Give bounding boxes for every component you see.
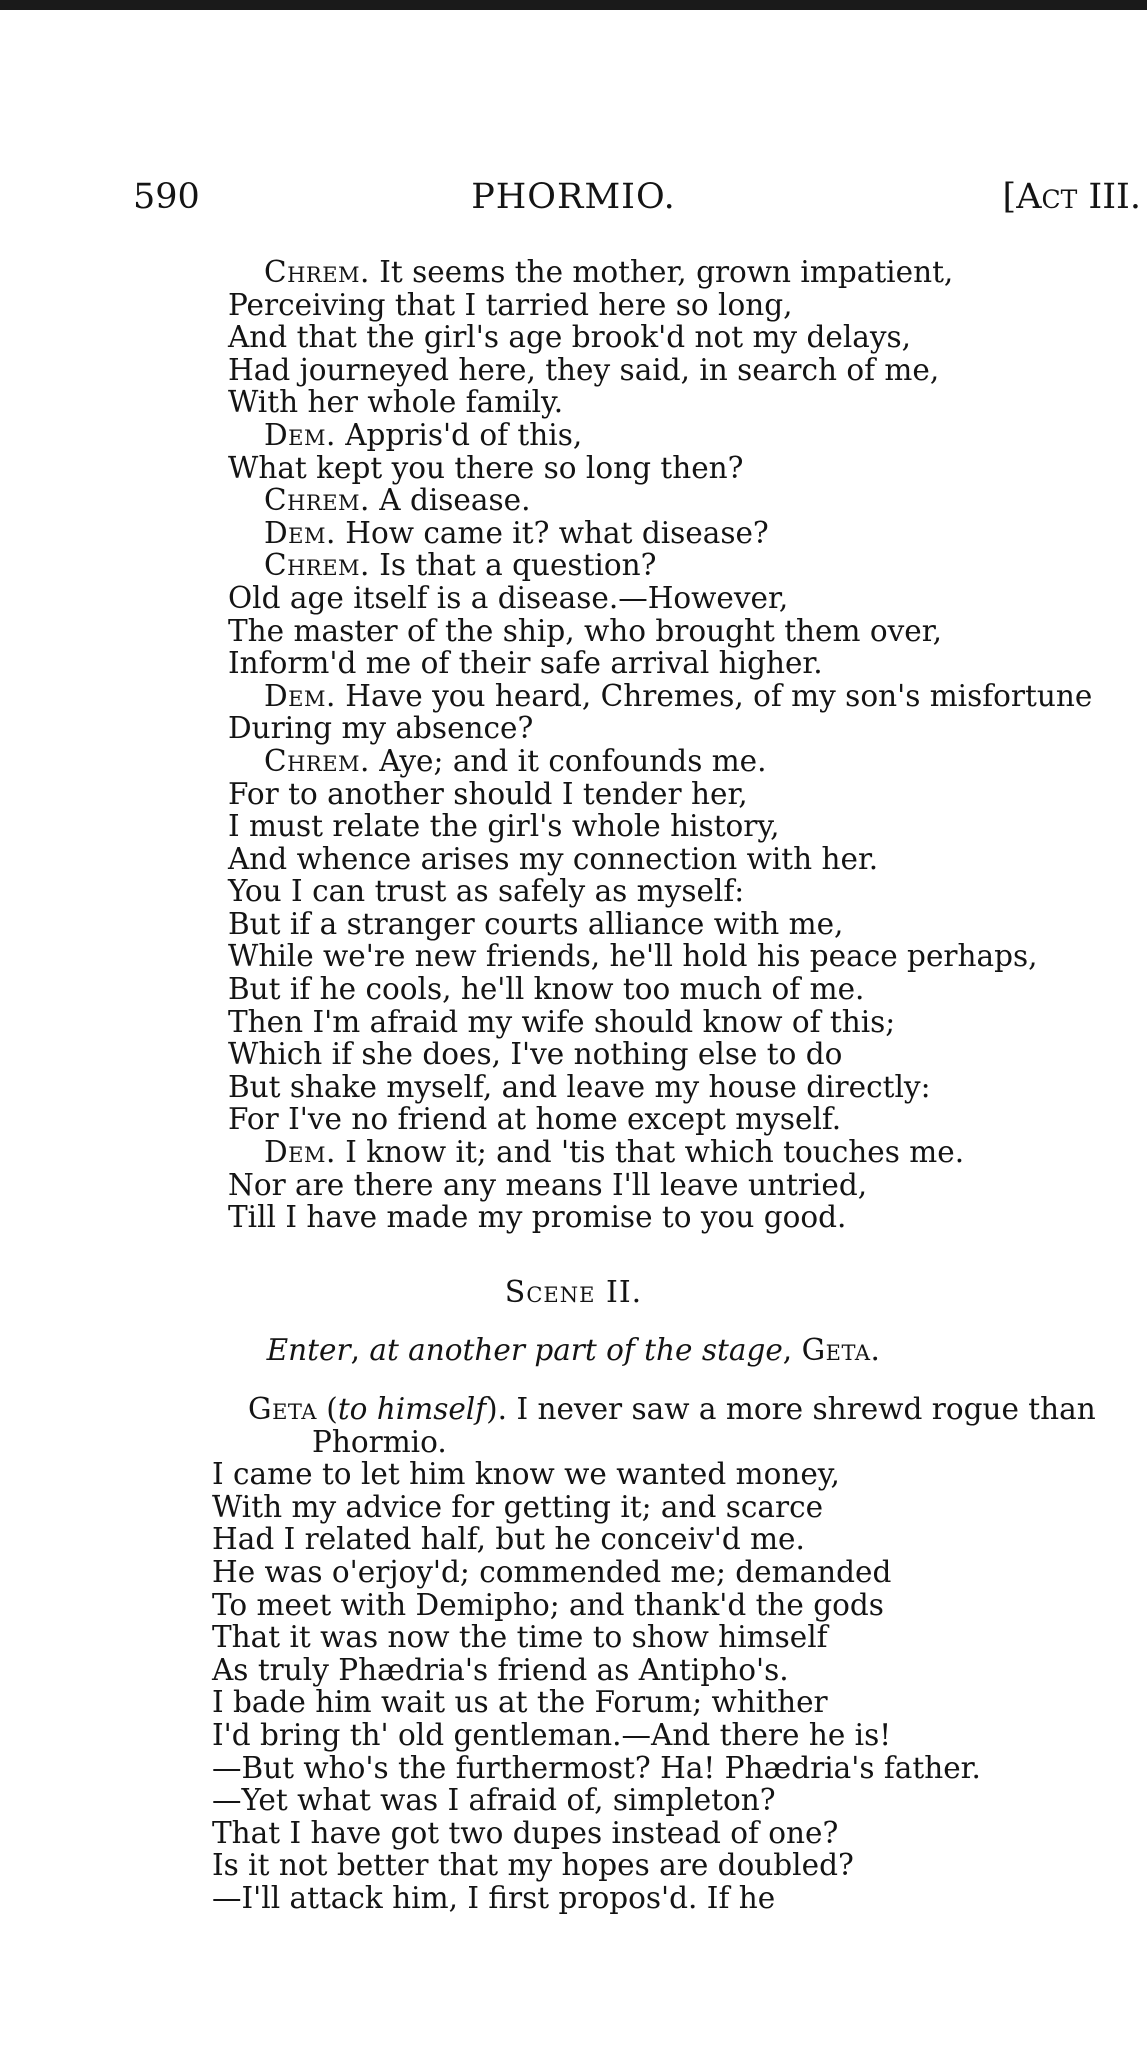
- verse-line: I bade him wait us at the Forum; whither: [212, 1685, 828, 1720]
- stage-direction-comma-2: ,: [782, 1333, 802, 1367]
- verse-line: [228, 321, 1092, 354]
- geta-speech-line: [212, 1393, 1096, 1426]
- verse-text: For I've no friend at home except myself.: [228, 1102, 842, 1137]
- verse-text: The master of the ship, who brought them over,: [228, 613, 942, 648]
- verse-line: [228, 419, 1092, 452]
- verse-line: That I have got two dupes instead of one?: [212, 1815, 839, 1850]
- verse-line: As truly Phædria's friend as Antipho's.: [212, 1652, 789, 1687]
- verse-text: A disease.: [369, 483, 531, 518]
- verse-text: Which if she does, I've nothing else to do: [228, 1037, 843, 1072]
- speaker-name: Chrem.: [264, 255, 370, 289]
- verse-text: Aye; and it confounds me.: [369, 743, 767, 778]
- verse-line: To meet with Demipho; and thank'd the gods: [212, 1587, 884, 1622]
- stage-direction-enter: Enter: [266, 1333, 351, 1367]
- verse-line: [228, 549, 1092, 582]
- verse-line: —But who's the furthermost? Ha! Phædria's father.: [212, 1750, 981, 1785]
- verse-text: Nor are there any means I'll leave untried,: [228, 1167, 868, 1202]
- act-bracket: [: [1002, 177, 1017, 217]
- verse-line: I came to let him know we wanted money,: [212, 1457, 840, 1492]
- scene-two-verse-lines: [212, 1458, 1096, 1914]
- verse-line: [228, 973, 1092, 1006]
- act-text: Act III.: [1016, 177, 1141, 217]
- verse-line: [228, 745, 1092, 778]
- verse-line: —I'll attack him, I first propos'd. If he: [212, 1880, 776, 1915]
- stage-direction-speaker: Geta.: [801, 1333, 881, 1367]
- verse-line: [228, 843, 1092, 876]
- verse-line: [228, 289, 1092, 322]
- speech-text: I never saw a more shrewd rogue than: [507, 1392, 1096, 1426]
- speaker-name: Chrem.: [264, 548, 370, 583]
- verse-text: Had journeyed here, they said, in search of me,: [228, 352, 940, 387]
- aside-open: (: [316, 1392, 338, 1426]
- verse-text: Inform'd me of their safe arrival higher.: [228, 646, 823, 681]
- speaker-name: Chrem.: [264, 483, 370, 518]
- verse-text: It seems the mother, grown impatient,: [369, 255, 954, 289]
- act-label: [1003, 172, 1141, 222]
- scene-title: Scene II.: [504, 1275, 643, 1310]
- top-border-rule: [0, 0, 1147, 10]
- verse-line: [228, 1201, 1092, 1234]
- aside-close: ).: [486, 1392, 508, 1426]
- scene-one-dialogue: [228, 256, 1092, 1234]
- verse-text: But shake myself, and leave my house directly:: [228, 1069, 931, 1104]
- speaker-name: Dem.: [264, 1135, 336, 1170]
- verse-line: [228, 1169, 1092, 1202]
- verse-line: [228, 582, 1092, 615]
- verse-line: [228, 875, 1092, 908]
- verse-text: I know it; and 'tis that which touches me.: [335, 1135, 965, 1170]
- verse-text: With her whole family.: [228, 385, 564, 420]
- verse-line: [228, 452, 1092, 485]
- verse-text: But if he cools, he'll know too much of me.: [228, 972, 865, 1007]
- speaker-name: Dem.: [264, 515, 336, 550]
- verse-text: Old age itself is a disease.—However,: [228, 580, 789, 615]
- verse-text: Have you heard, Chremes, of my son's misfortune: [335, 678, 1093, 713]
- speech-continuation: Phormio.: [312, 1424, 447, 1459]
- verse-line: [228, 1038, 1092, 1071]
- verse-line: [228, 386, 1092, 419]
- verse-line: [228, 1006, 1092, 1039]
- verse-line: [228, 647, 1092, 680]
- verse-text: Is that a question?: [369, 548, 657, 583]
- running-title: PHORMIO.: [471, 177, 676, 217]
- aside-text: to himself: [337, 1392, 487, 1426]
- verse-text: Till I have made my promise to you good.: [228, 1200, 847, 1235]
- verse-line: [228, 354, 1092, 387]
- speaker-name: Geta: [248, 1392, 317, 1426]
- verse-line: [228, 615, 1092, 648]
- verse-line: [228, 1071, 1092, 1104]
- speaker-name: Dem.: [264, 678, 336, 713]
- verse-text: You I can trust as safely as myself:: [228, 874, 745, 909]
- verse-line: [228, 517, 1092, 550]
- verse-line: [228, 484, 1092, 517]
- page-number: 590: [133, 177, 200, 217]
- scene-two-dialogue: [212, 1393, 1096, 1915]
- page-header: [0, 172, 1147, 222]
- verse-line: [228, 908, 1092, 941]
- stage-direction-place: at another part of the stage: [369, 1333, 783, 1367]
- verse-text: And that the girl's age brook'd not my delays,: [228, 320, 912, 355]
- verse-text: For to another should I tender her,: [228, 776, 748, 811]
- stage-direction-comma-1: ,: [350, 1333, 370, 1367]
- stage-direction: [0, 1333, 1147, 1367]
- verse-line: [228, 680, 1092, 713]
- verse-line: [228, 712, 1092, 745]
- verse-line: Is it not better that my hopes are doubled?: [212, 1848, 854, 1883]
- verse-line: —Yet what was I afraid of, simpleton?: [212, 1783, 776, 1818]
- verse-text: What kept you there so long then?: [228, 450, 744, 485]
- verse-text: Then I'm afraid my wife should know of this;: [228, 1004, 896, 1039]
- verse-text: Appris'd of this,: [335, 417, 583, 452]
- verse-line: [228, 1136, 1092, 1169]
- verse-text: Perceiving that I tarried here so long,: [228, 287, 793, 322]
- verse-line: [228, 940, 1092, 973]
- verse-line: [228, 810, 1092, 843]
- verse-text: During my absence?: [228, 711, 534, 746]
- verse-line: [228, 256, 1092, 289]
- verse-text: And whence arises my connection with her.: [228, 841, 879, 876]
- speaker-name: Dem.: [264, 417, 336, 452]
- verse-line: Had I related half, but he conceiv'd me.: [212, 1522, 805, 1557]
- verse-line: With my advice for getting it; and scarce: [212, 1489, 824, 1524]
- verse-text: I must relate the girl's whole history,: [228, 809, 780, 844]
- verse-text: While we're new friends, he'll hold his peace perhaps,: [228, 939, 1038, 974]
- verse-text: But if a stranger courts alliance with me,: [228, 906, 844, 941]
- speaker-name: Chrem.: [264, 743, 370, 778]
- verse-line: [228, 1103, 1092, 1136]
- verse-text: How came it? what disease?: [335, 515, 769, 550]
- verse-line: I'd bring th' old gentleman.—And there he is!: [212, 1717, 892, 1752]
- verse-line: [228, 778, 1092, 811]
- verse-line: That it was now the time to show himself: [212, 1620, 828, 1655]
- verse-line: He was o'erjoy'd; commended me; demanded: [212, 1554, 892, 1589]
